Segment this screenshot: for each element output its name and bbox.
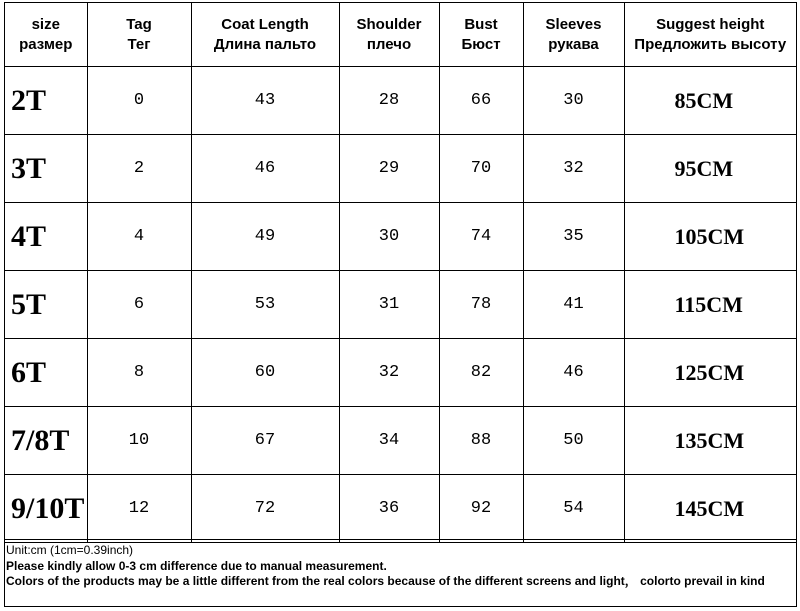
coat-length-cell: 53 — [191, 271, 339, 339]
header-shoulder — [339, 3, 439, 67]
height-cell: 135CM — [624, 407, 796, 475]
header-size — [5, 3, 87, 67]
size-cell: 5T — [5, 271, 87, 339]
header-tag — [87, 3, 191, 67]
height-cell: 115CM — [624, 271, 796, 339]
tag-cell: 12 — [87, 475, 191, 543]
shoulder-cell: 36 — [339, 475, 439, 543]
bust-cell: 82 — [439, 339, 523, 407]
tag-cell: 0 — [87, 67, 191, 135]
height-cell: 85CM — [624, 67, 796, 135]
header-suggest-height-ru: Предложить высоту — [634, 35, 787, 53]
sleeves-cell: 46 — [523, 339, 624, 407]
allowance-note: Please kindly allow 0-3 cm difference due to manual measurement. — [6, 558, 387, 573]
bust-cell: 92 — [439, 475, 523, 543]
coat-length-cell: 67 — [191, 407, 339, 475]
unit-note: Unit:cm (1cm=0.39inch) — [6, 543, 134, 557]
shoulder-cell: 30 — [339, 203, 439, 271]
table-row — [5, 203, 796, 271]
tag-cell: 10 — [87, 407, 191, 475]
notes-section — [5, 539, 796, 607]
size-chart — [4, 2, 797, 607]
bust-cell: 88 — [439, 407, 523, 475]
bust-cell: 70 — [439, 135, 523, 203]
header-size-en: size — [31, 15, 60, 33]
color-note: Colors of the products may be a little different from the real colors because of the different screens and light， colorto prevail in kind — [6, 574, 765, 588]
shoulder-cell: 29 — [339, 135, 439, 203]
header-sleeves-en: Sleeves — [545, 15, 602, 33]
header-shoulder-en: Shoulder — [356, 15, 422, 33]
header-row — [5, 3, 796, 67]
height-cell: 95CM — [624, 135, 796, 203]
header-sleeves-ru: рукава — [548, 35, 599, 53]
header-bust — [439, 3, 523, 67]
shoulder-cell: 31 — [339, 271, 439, 339]
header-coat-length-ru: Длина пальто — [213, 35, 317, 53]
bust-cell: 74 — [439, 203, 523, 271]
table-row — [5, 475, 796, 543]
size-table — [5, 3, 796, 543]
coat-length-cell: 43 — [191, 67, 339, 135]
header-bust-ru: Бюст — [461, 35, 501, 53]
height-cell: 125CM — [624, 339, 796, 407]
table-row — [5, 67, 796, 135]
bust-cell: 78 — [439, 271, 523, 339]
size-cell: 9/10T — [5, 475, 87, 543]
table-row — [5, 135, 796, 203]
header-tag-en: Tag — [126, 15, 152, 33]
sleeves-cell: 50 — [523, 407, 624, 475]
tag-cell: 2 — [87, 135, 191, 203]
header-tag-ru: Тег — [127, 35, 151, 53]
coat-length-cell: 72 — [191, 475, 339, 543]
size-cell: 7/8T — [5, 407, 87, 475]
sleeves-cell: 54 — [523, 475, 624, 543]
tag-cell: 6 — [87, 271, 191, 339]
sleeves-cell: 35 — [523, 203, 624, 271]
size-cell: 4T — [5, 203, 87, 271]
table-row — [5, 271, 796, 339]
height-cell: 145CM — [624, 475, 796, 543]
sleeves-cell: 32 — [523, 135, 624, 203]
bust-cell: 66 — [439, 67, 523, 135]
size-cell: 2T — [5, 67, 87, 135]
coat-length-cell: 49 — [191, 203, 339, 271]
header-suggest-height — [624, 3, 796, 67]
header-shoulder-ru: плечо — [366, 35, 412, 53]
header-sleeves — [523, 3, 624, 67]
sleeves-cell: 30 — [523, 67, 624, 135]
header-size-ru: размер — [19, 35, 73, 53]
size-cell: 6T — [5, 339, 87, 407]
shoulder-cell: 34 — [339, 407, 439, 475]
shoulder-cell: 28 — [339, 67, 439, 135]
shoulder-cell: 32 — [339, 339, 439, 407]
header-suggest-height-en: Suggest height — [656, 15, 765, 33]
size-cell: 3T — [5, 135, 87, 203]
height-cell: 105CM — [624, 203, 796, 271]
coat-length-cell: 46 — [191, 135, 339, 203]
table-row — [5, 407, 796, 475]
sleeves-cell: 41 — [523, 271, 624, 339]
coat-length-cell: 60 — [191, 339, 339, 407]
header-bust-en: Bust — [464, 15, 498, 33]
tag-cell: 8 — [87, 339, 191, 407]
tag-cell: 4 — [87, 203, 191, 271]
header-coat-length-en: Coat Length — [221, 15, 309, 33]
table-row — [5, 339, 796, 407]
header-coat-length — [191, 3, 339, 67]
